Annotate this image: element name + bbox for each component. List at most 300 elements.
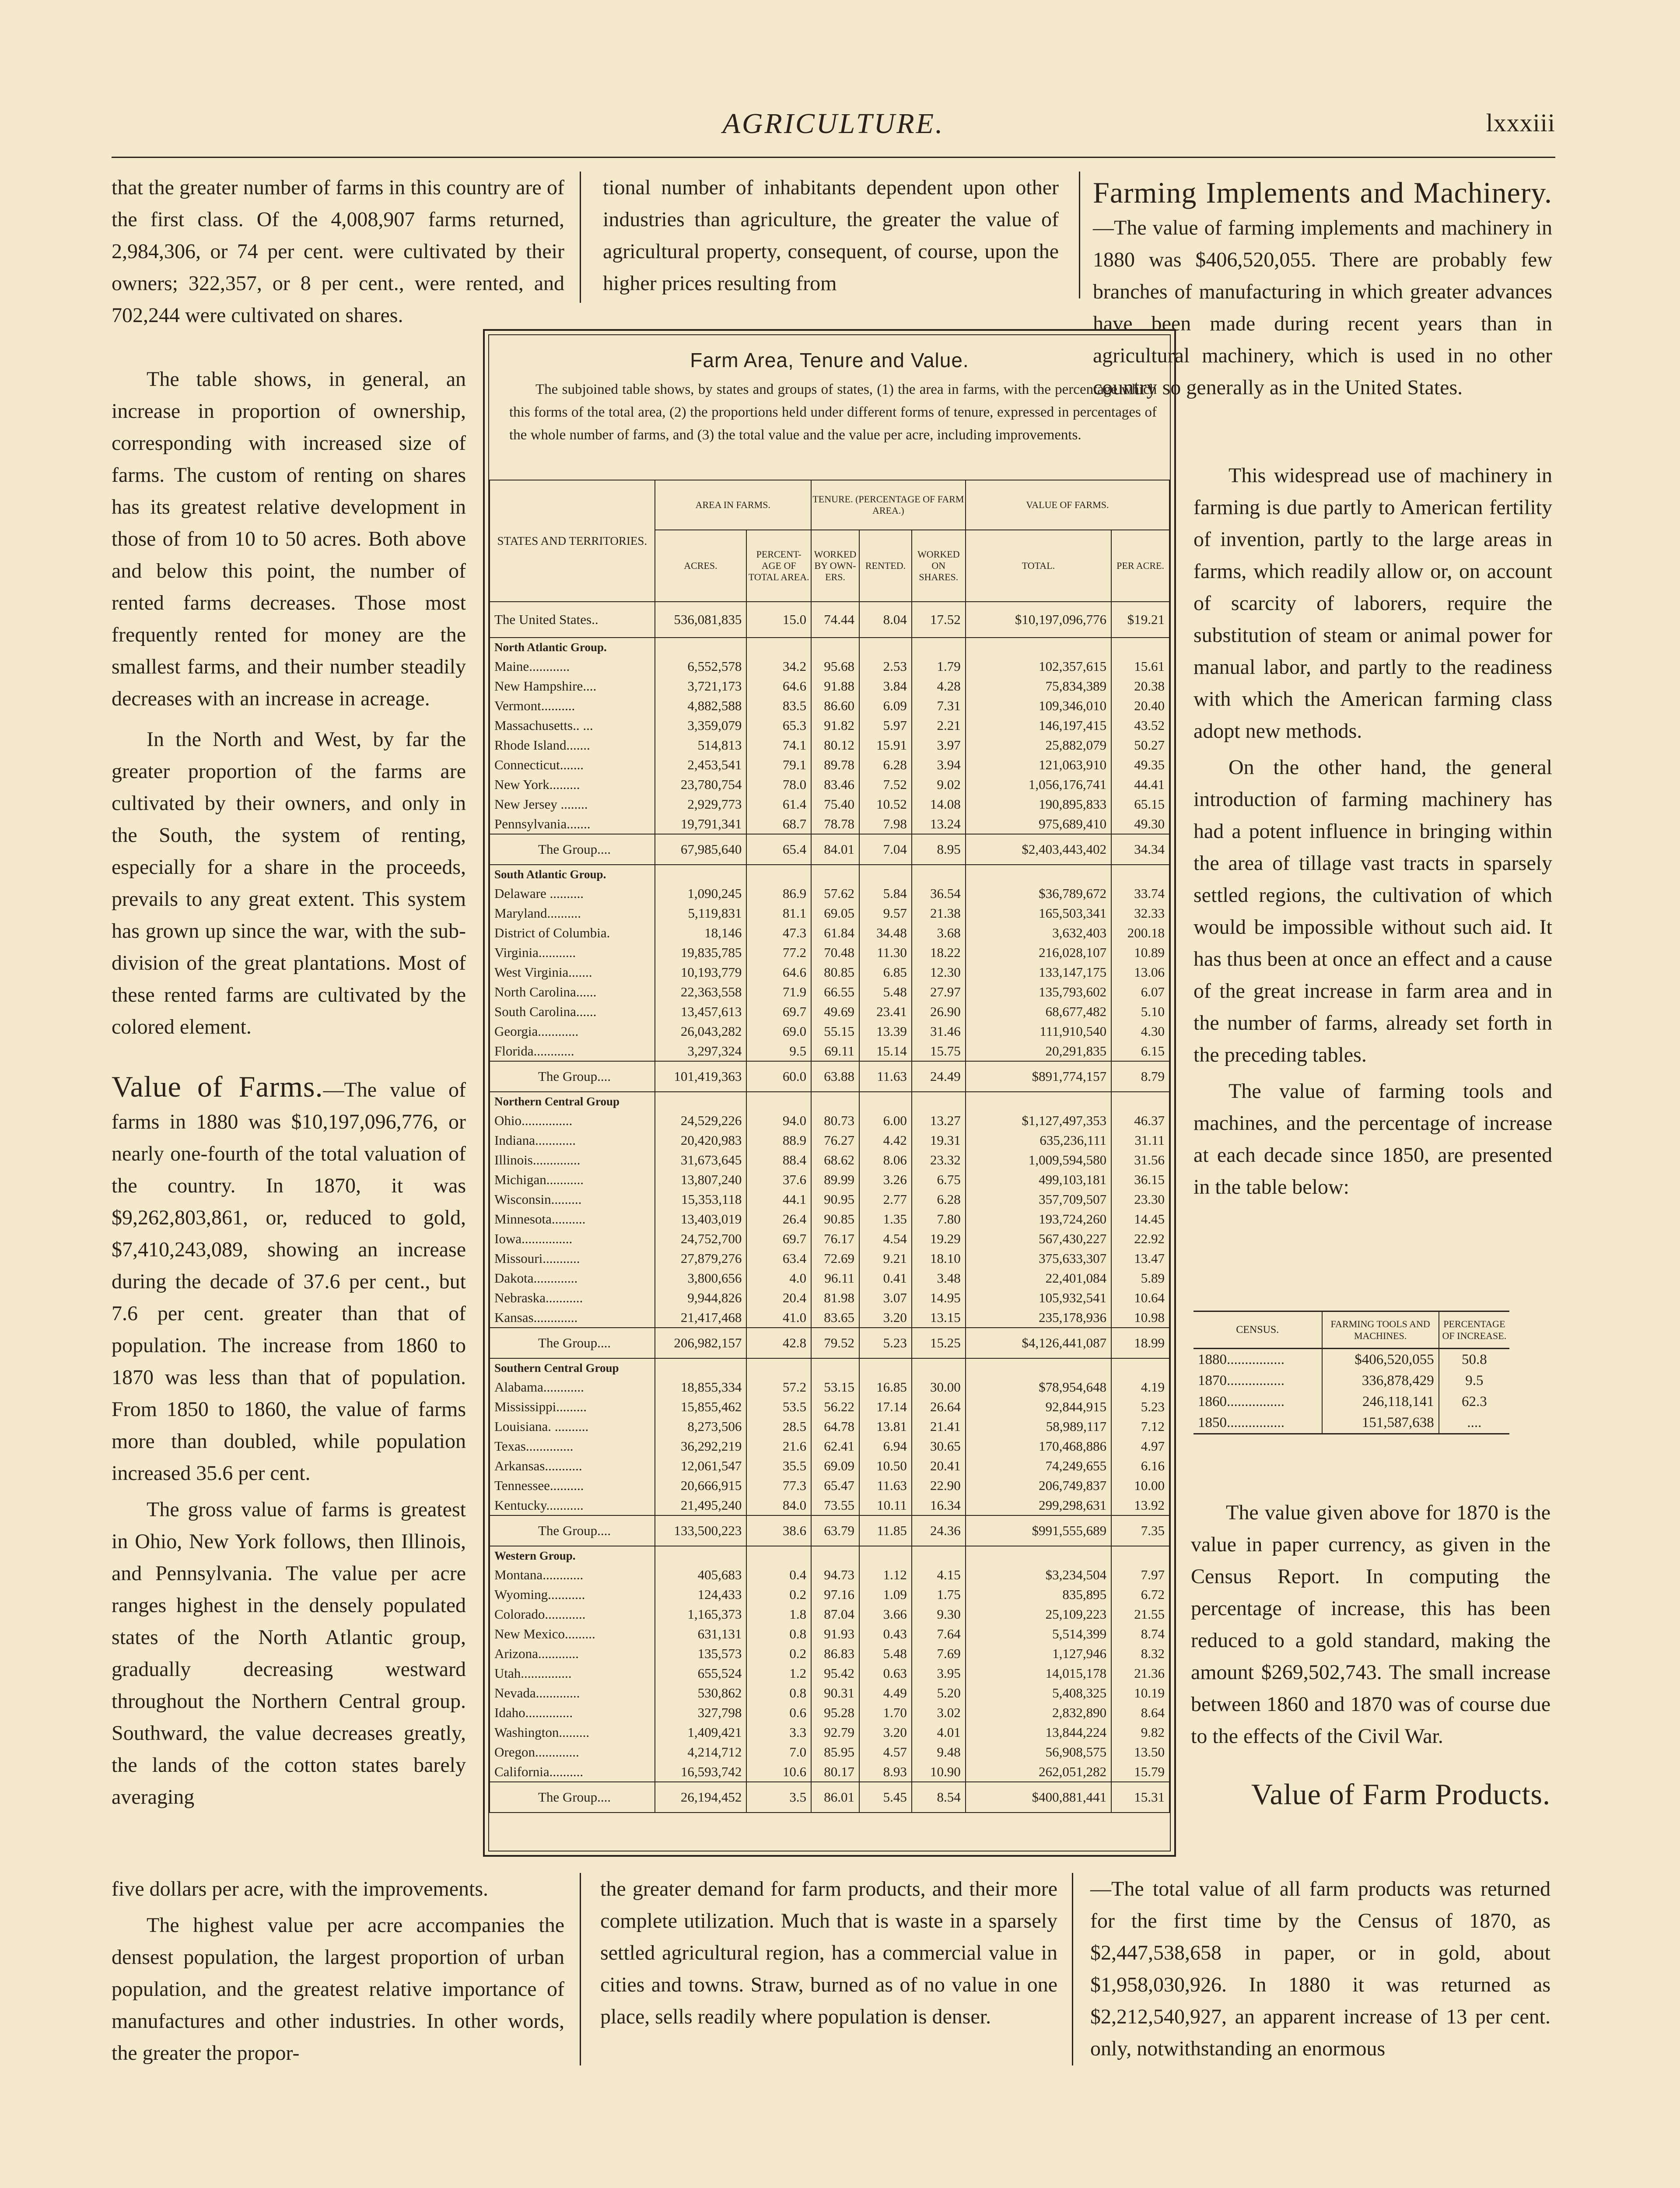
worked-by-owners-cell: 83.46 bbox=[811, 775, 859, 794]
empty-cell bbox=[811, 1546, 859, 1565]
percent-area-cell: 83.5 bbox=[746, 696, 811, 715]
value-per-acre-cell: 18.99 bbox=[1111, 1328, 1169, 1358]
acres-cell: 24,529,226 bbox=[655, 1111, 747, 1130]
acres-cell: 20,420,983 bbox=[655, 1130, 747, 1150]
worked-by-owners-cell: 79.52 bbox=[811, 1328, 859, 1358]
total-value-cell: 109,346,010 bbox=[966, 696, 1111, 715]
rented-cell: 6.28 bbox=[859, 755, 912, 775]
worked-on-shares-cell: 21.38 bbox=[912, 903, 966, 923]
rented-cell: 7.98 bbox=[859, 814, 912, 834]
percent-area-cell: 81.1 bbox=[746, 903, 811, 923]
value-per-acre-cell: 5.89 bbox=[1111, 1268, 1169, 1288]
state-name-cell: Idaho.............. bbox=[490, 1703, 655, 1722]
acres-cell: 3,297,324 bbox=[655, 1041, 747, 1061]
table-row bbox=[1194, 1370, 1509, 1391]
increase-cell: 50.8 bbox=[1439, 1349, 1509, 1371]
census-year-cell: 1860................ bbox=[1198, 1393, 1284, 1410]
state-name-cell: Pennsylvania....... bbox=[490, 814, 655, 834]
state-name-cell: Illinois.............. bbox=[490, 1150, 655, 1170]
rented-cell: 8.93 bbox=[859, 1762, 912, 1782]
table-row bbox=[490, 1130, 1169, 1150]
state-name-cell: Tennessee.......... bbox=[490, 1476, 655, 1495]
percent-area-cell: 15.0 bbox=[746, 602, 811, 638]
section-heading: Value of Farm Products. bbox=[1251, 1778, 1550, 1811]
state-name-cell: New Mexico......... bbox=[490, 1624, 655, 1644]
rented-cell: 3.66 bbox=[859, 1604, 912, 1624]
percent-area-cell: 0.6 bbox=[746, 1703, 811, 1722]
rented-cell: 10.11 bbox=[859, 1495, 912, 1515]
table-row bbox=[490, 1417, 1169, 1436]
table-row bbox=[490, 1604, 1169, 1624]
empty-cell bbox=[1111, 865, 1169, 884]
total-value-cell: 75,834,389 bbox=[966, 676, 1111, 696]
total-value-cell: 262,051,282 bbox=[966, 1762, 1111, 1782]
acres-cell: 13,403,019 bbox=[655, 1209, 747, 1229]
percent-area-cell: 0.2 bbox=[746, 1644, 811, 1663]
total-value-cell: 102,357,615 bbox=[966, 656, 1111, 676]
state-name-cell: Washington......... bbox=[490, 1722, 655, 1742]
farm-table-box bbox=[483, 329, 1176, 1857]
acres-cell: 405,683 bbox=[655, 1565, 747, 1585]
group-name: Western Group. bbox=[490, 1546, 655, 1565]
state-name-cell: South Carolina...... bbox=[490, 1002, 655, 1021]
worked-on-shares-cell: 3.68 bbox=[912, 923, 966, 943]
column-divider bbox=[580, 1873, 581, 2065]
value-per-acre-cell: 6.07 bbox=[1111, 982, 1169, 1002]
empty-cell bbox=[746, 1092, 811, 1111]
section-value-of-farms bbox=[112, 1071, 466, 1489]
worked-on-shares-cell: 6.75 bbox=[912, 1170, 966, 1189]
header-total: TOTAL. bbox=[966, 530, 1111, 602]
header-tenure-group: TENURE. (PERCENTAGE OF FARM AREA.) bbox=[811, 480, 966, 530]
state-name-cell: Ohio............... bbox=[490, 1111, 655, 1130]
worked-by-owners-cell: 69.09 bbox=[811, 1456, 859, 1476]
tools-value-cell: 336,878,429 bbox=[1322, 1370, 1439, 1391]
rented-cell: 11.63 bbox=[859, 1061, 912, 1092]
worked-by-owners-cell: 73.55 bbox=[811, 1495, 859, 1515]
rented-cell: 7.52 bbox=[859, 775, 912, 794]
table-row bbox=[490, 1002, 1169, 1021]
value-per-acre-cell: 15.61 bbox=[1111, 656, 1169, 676]
value-per-acre-cell: $19.21 bbox=[1111, 602, 1169, 638]
rented-cell: 5.48 bbox=[859, 982, 912, 1002]
worked-on-shares-cell: 9.48 bbox=[912, 1742, 966, 1762]
column-right-bottom bbox=[1090, 1873, 1550, 2065]
worked-on-shares-cell: 13.15 bbox=[912, 1308, 966, 1328]
header-tools: FARMING TOOLS AND MACHINES. bbox=[1322, 1311, 1439, 1349]
value-per-acre-cell: 44.41 bbox=[1111, 775, 1169, 794]
total-value-cell: $2,403,443,402 bbox=[966, 834, 1111, 865]
value-per-acre-cell: 4.97 bbox=[1111, 1436, 1169, 1456]
total-value-cell: 235,178,936 bbox=[966, 1308, 1111, 1328]
worked-by-owners-cell: 63.79 bbox=[811, 1515, 859, 1546]
worked-by-owners-cell: 61.84 bbox=[811, 923, 859, 943]
value-per-acre-cell: 22.92 bbox=[1111, 1229, 1169, 1248]
increase-cell: 62.3 bbox=[1439, 1391, 1509, 1412]
percent-area-cell: 69.7 bbox=[746, 1229, 811, 1248]
worked-by-owners-cell: 66.55 bbox=[811, 982, 859, 1002]
total-value-cell: 206,749,837 bbox=[966, 1476, 1111, 1495]
rented-cell: 17.14 bbox=[859, 1397, 912, 1417]
empty-cell bbox=[655, 1546, 747, 1565]
worked-by-owners-cell: 80.17 bbox=[811, 1762, 859, 1782]
table-row bbox=[490, 1397, 1169, 1417]
table-row bbox=[490, 903, 1169, 923]
worked-by-owners-cell: 90.85 bbox=[811, 1209, 859, 1229]
rented-cell: 4.54 bbox=[859, 1229, 912, 1248]
acres-cell: 124,433 bbox=[655, 1585, 747, 1604]
rented-cell: 4.49 bbox=[859, 1683, 912, 1703]
rented-cell: 3.84 bbox=[859, 676, 912, 696]
worked-on-shares-cell: 17.52 bbox=[912, 602, 966, 638]
acres-cell: 10,193,779 bbox=[655, 962, 747, 982]
total-value-cell: 165,503,341 bbox=[966, 903, 1111, 923]
farm-table-body bbox=[490, 602, 1169, 1813]
value-per-acre-cell: 6.15 bbox=[1111, 1041, 1169, 1061]
worked-by-owners-cell: 86.83 bbox=[811, 1644, 859, 1663]
worked-by-owners-cell: 62.41 bbox=[811, 1436, 859, 1456]
total-value-cell: $400,881,441 bbox=[966, 1782, 1111, 1813]
table-row bbox=[490, 696, 1169, 715]
worked-on-shares-cell: 7.80 bbox=[912, 1209, 966, 1229]
rented-cell: 5.23 bbox=[859, 1328, 912, 1358]
worked-by-owners-cell: 89.78 bbox=[811, 755, 859, 775]
value-per-acre-cell: 10.00 bbox=[1111, 1476, 1169, 1495]
state-name-cell: Maine............ bbox=[490, 656, 655, 676]
acres-cell: 23,780,754 bbox=[655, 775, 747, 794]
value-per-acre-cell: 10.89 bbox=[1111, 943, 1169, 962]
percent-area-cell: 41.0 bbox=[746, 1308, 811, 1328]
value-per-acre-cell: 6.16 bbox=[1111, 1456, 1169, 1476]
paragraph: the greater demand for farm products, and their more complete utilization. Much that is waste in a sparsely settled agricultural region, has a commercial value in cities and towns. Straw, burned as of no value in one place, sells readily where population is denser. bbox=[600, 1877, 1057, 2028]
header-value-group: VALUE OF FARMS. bbox=[966, 480, 1169, 530]
empty-cell bbox=[811, 1092, 859, 1111]
section-heading: Value of Farms. bbox=[112, 1070, 323, 1103]
table-row bbox=[490, 1377, 1169, 1397]
group-heading-row bbox=[490, 638, 1169, 656]
worked-on-shares-cell: 3.94 bbox=[912, 755, 966, 775]
empty-cell bbox=[655, 865, 747, 884]
table-row bbox=[490, 1150, 1169, 1170]
increase-cell: 9.5 bbox=[1439, 1370, 1509, 1391]
rented-cell: 8.06 bbox=[859, 1150, 912, 1170]
rented-cell: 1.09 bbox=[859, 1585, 912, 1604]
percent-area-cell: 4.0 bbox=[746, 1268, 811, 1288]
value-per-acre-cell: 7.35 bbox=[1111, 1515, 1169, 1546]
rented-cell: 0.41 bbox=[859, 1268, 912, 1288]
table-row bbox=[490, 1476, 1169, 1495]
percent-area-cell: 28.5 bbox=[746, 1417, 811, 1436]
state-name-cell: North Carolina...... bbox=[490, 982, 655, 1002]
value-per-acre-cell: 4.19 bbox=[1111, 1377, 1169, 1397]
value-per-acre-cell: 13.06 bbox=[1111, 962, 1169, 982]
total-value-cell: 2,832,890 bbox=[966, 1703, 1111, 1722]
empty-cell bbox=[746, 865, 811, 884]
acres-cell: 2,453,541 bbox=[655, 755, 747, 775]
table-row bbox=[490, 1762, 1169, 1782]
census-year-cell: 1880................ bbox=[1198, 1351, 1284, 1368]
rented-cell: 2.77 bbox=[859, 1189, 912, 1209]
rented-cell: 6.00 bbox=[859, 1111, 912, 1130]
column-left-narrow bbox=[112, 363, 466, 1813]
table-row bbox=[490, 1268, 1169, 1288]
worked-by-owners-cell: 97.16 bbox=[811, 1585, 859, 1604]
percent-area-cell: 34.2 bbox=[746, 656, 811, 676]
paragraph: —The total value of all farm products was returned for the first time by the Census of 1870, as $2,447,538,658 in paper, or in gold, about $1,958,030,926. In 1880 it was returned as $2,212,540,927, an apparent increase of 13 per cent. only, notwithstanding an enormous bbox=[1090, 1877, 1550, 2060]
value-per-acre-cell: 6.72 bbox=[1111, 1585, 1169, 1604]
table-row bbox=[490, 1189, 1169, 1209]
table-row bbox=[490, 1170, 1169, 1189]
acres-cell: 631,131 bbox=[655, 1624, 747, 1644]
header-census: CENSUS. bbox=[1194, 1311, 1322, 1349]
state-name-cell: Arkansas........... bbox=[490, 1456, 655, 1476]
total-value-cell: 135,793,602 bbox=[966, 982, 1111, 1002]
table-row bbox=[490, 1722, 1169, 1742]
acres-cell: 19,791,341 bbox=[655, 814, 747, 834]
paragraph: The table shows, in general, an increase in proportion of ownership, corresponding with increased size of farms. The custom of renting on shares has its greatest relative development in those of from 10 to 50 acres. Both above and below this point, the number of rented farms decreases. Those most frequently rented for money are the smallest farms, and their number steadily decreases with an increase in acreage. bbox=[112, 368, 466, 710]
value-per-acre-cell: 50.27 bbox=[1111, 735, 1169, 755]
total-value-cell: 111,910,540 bbox=[966, 1021, 1111, 1041]
table-row bbox=[490, 794, 1169, 814]
worked-on-shares-cell: 13.24 bbox=[912, 814, 966, 834]
state-name-cell: District of Columbia. bbox=[490, 923, 655, 943]
value-per-acre-cell: 13.50 bbox=[1111, 1742, 1169, 1762]
table-row bbox=[490, 1209, 1169, 1229]
percent-area-cell: 60.0 bbox=[746, 1061, 811, 1092]
table-row bbox=[490, 1495, 1169, 1515]
worked-on-shares-cell: 36.54 bbox=[912, 884, 966, 903]
worked-on-shares-cell: 6.28 bbox=[912, 1189, 966, 1209]
percent-area-cell: 69.7 bbox=[746, 1002, 811, 1021]
state-name-cell: The Group.... bbox=[490, 1515, 655, 1546]
worked-by-owners-cell: 89.99 bbox=[811, 1170, 859, 1189]
group-name: North Atlantic Group. bbox=[490, 638, 655, 656]
table-row bbox=[490, 982, 1169, 1002]
group-total-row bbox=[490, 834, 1169, 865]
value-per-acre-cell: 34.34 bbox=[1111, 834, 1169, 865]
rented-cell: 1.70 bbox=[859, 1703, 912, 1722]
paragraph: The highest value per acre accompanies the densest population, the largest proportion of urban population, and the greatest relative importance of manufactures and other industries. In other words, the greater the propor- bbox=[112, 1914, 564, 2065]
value-per-acre-cell: 9.82 bbox=[1111, 1722, 1169, 1742]
percent-area-cell: 78.0 bbox=[746, 775, 811, 794]
paragraph: In the North and West, by far the greater proportion of the farms are cultivated by their owners, and only in the South, the system of renting, especially for a share in the proceeds, prevails to any great extent. This system has grown up since the war, with the sub-division of the great plantations. Most of these rented farms are cultivated by the colored element. bbox=[112, 728, 466, 1038]
empty-cell bbox=[912, 1546, 966, 1565]
state-name-cell: Minnesota.......... bbox=[490, 1209, 655, 1229]
value-per-acre-cell: 10.19 bbox=[1111, 1683, 1169, 1703]
worked-on-shares-cell: 30.65 bbox=[912, 1436, 966, 1456]
worked-on-shares-cell: 26.64 bbox=[912, 1397, 966, 1417]
state-name-cell: The Group.... bbox=[490, 1061, 655, 1092]
acres-cell: 9,944,826 bbox=[655, 1288, 747, 1308]
value-per-acre-cell: 21.36 bbox=[1111, 1663, 1169, 1683]
header-shares: WORKED ON SHARES. bbox=[912, 530, 966, 602]
section-heading-products bbox=[1191, 1778, 1550, 1813]
worked-on-shares-cell: 7.64 bbox=[912, 1624, 966, 1644]
total-value-cell: 3,632,403 bbox=[966, 923, 1111, 943]
paragraph: This widespread use of machinery in farming is due partly to American fertility of invention, partly to the large areas in farms, which readily allow or, on account of scarcity of laborers, require the substitution of steam or animal power for manual labor, and partly to the readiness with which the American farming class adopt new methods. bbox=[1194, 464, 1552, 743]
table-row bbox=[490, 1436, 1169, 1456]
rented-cell: 3.20 bbox=[859, 1722, 912, 1742]
acres-cell: 1,409,421 bbox=[655, 1722, 747, 1742]
rented-cell: 15.14 bbox=[859, 1041, 912, 1061]
total-value-cell: $10,197,096,776 bbox=[966, 602, 1111, 638]
value-per-acre-cell: 21.55 bbox=[1111, 1604, 1169, 1624]
total-value-cell: 5,408,325 bbox=[966, 1683, 1111, 1703]
group-total-row bbox=[490, 1782, 1169, 1813]
empty-cell bbox=[966, 865, 1111, 884]
paragraph: The value given above for 1870 is the value in paper currency, as given in the Census Report. In computing the percentage of increase, this has been reduced to a gold standard, making the amount $269,502,743. The small increase between 1860 and 1870 was of course due to the effects of the Civil War. bbox=[1191, 1501, 1550, 1748]
acres-cell: 1,090,245 bbox=[655, 884, 747, 903]
table-row bbox=[490, 1703, 1169, 1722]
percent-area-cell: 26.4 bbox=[746, 1209, 811, 1229]
column-left-lower bbox=[112, 1873, 564, 2069]
table-row bbox=[1194, 1349, 1509, 1371]
worked-on-shares-cell: 30.00 bbox=[912, 1377, 966, 1397]
empty-cell bbox=[746, 638, 811, 656]
acres-cell: 15,353,118 bbox=[655, 1189, 747, 1209]
total-value-cell: 133,147,175 bbox=[966, 962, 1111, 982]
table-row bbox=[1194, 1391, 1509, 1412]
worked-on-shares-cell: 20.41 bbox=[912, 1456, 966, 1476]
percent-area-cell: 71.9 bbox=[746, 982, 811, 1002]
value-per-acre-cell: 65.15 bbox=[1111, 794, 1169, 814]
worked-on-shares-cell: 27.97 bbox=[912, 982, 966, 1002]
header-percentage: PERCENT-AGE OF TOTAL AREA. bbox=[746, 530, 811, 602]
acres-cell: 4,882,588 bbox=[655, 696, 747, 715]
worked-by-owners-cell: 80.73 bbox=[811, 1111, 859, 1130]
acres-cell: 13,457,613 bbox=[655, 1002, 747, 1021]
percent-area-cell: 0.4 bbox=[746, 1565, 811, 1585]
worked-by-owners-cell: 76.17 bbox=[811, 1229, 859, 1248]
acres-cell: 13,807,240 bbox=[655, 1170, 747, 1189]
worked-by-owners-cell: 86.01 bbox=[811, 1782, 859, 1813]
percent-area-cell: 69.0 bbox=[746, 1021, 811, 1041]
worked-by-owners-cell: 70.48 bbox=[811, 943, 859, 962]
total-value-cell: 635,236,111 bbox=[966, 1130, 1111, 1150]
worked-by-owners-cell: 76.27 bbox=[811, 1130, 859, 1150]
rented-cell: 16.85 bbox=[859, 1377, 912, 1397]
worked-on-shares-cell: 15.25 bbox=[912, 1328, 966, 1358]
header-area-group: AREA IN FARMS. bbox=[655, 480, 812, 530]
group-name: Northern Central Group bbox=[490, 1092, 655, 1111]
value-per-acre-cell: 36.15 bbox=[1111, 1170, 1169, 1189]
percent-area-cell: 64.6 bbox=[746, 676, 811, 696]
worked-by-owners-cell: 80.12 bbox=[811, 735, 859, 755]
acres-cell: 536,081,835 bbox=[655, 602, 747, 638]
worked-by-owners-cell: 81.98 bbox=[811, 1288, 859, 1308]
worked-on-shares-cell: 18.10 bbox=[912, 1248, 966, 1268]
us-total-row bbox=[490, 602, 1169, 638]
empty-cell bbox=[1111, 1546, 1169, 1565]
rented-cell: 11.30 bbox=[859, 943, 912, 962]
total-value-cell: 190,895,833 bbox=[966, 794, 1111, 814]
total-value-cell: $3,234,504 bbox=[966, 1565, 1111, 1585]
tools-table bbox=[1194, 1311, 1509, 1434]
state-name-cell: Georgia............ bbox=[490, 1021, 655, 1041]
state-name-cell: Maryland.......... bbox=[490, 903, 655, 923]
acres-cell: 20,666,915 bbox=[655, 1476, 747, 1495]
state-name-cell: Kansas............. bbox=[490, 1308, 655, 1328]
total-value-cell: $78,954,648 bbox=[966, 1377, 1111, 1397]
percent-area-cell: 61.4 bbox=[746, 794, 811, 814]
value-per-acre-cell: 8.79 bbox=[1111, 1061, 1169, 1092]
acres-cell: 6,552,578 bbox=[655, 656, 747, 676]
acres-cell: 18,146 bbox=[655, 923, 747, 943]
worked-on-shares-cell: 16.34 bbox=[912, 1495, 966, 1515]
header-states: STATES AND TERRITORIES. bbox=[490, 480, 655, 602]
state-name-cell: Massachusetts.. ... bbox=[490, 715, 655, 735]
table-row bbox=[490, 943, 1169, 962]
percent-area-cell: 1.2 bbox=[746, 1663, 811, 1683]
state-name-cell: West Virginia....... bbox=[490, 962, 655, 982]
total-value-cell: 1,056,176,741 bbox=[966, 775, 1111, 794]
table-row bbox=[490, 923, 1169, 943]
empty-cell bbox=[859, 1546, 912, 1565]
rented-cell: 6.94 bbox=[859, 1436, 912, 1456]
state-name-cell: Oregon............. bbox=[490, 1742, 655, 1762]
empty-cell bbox=[966, 1546, 1111, 1565]
state-name-cell: California.......... bbox=[490, 1762, 655, 1782]
acres-cell: 133,500,223 bbox=[655, 1515, 747, 1546]
percent-area-cell: 63.4 bbox=[746, 1248, 811, 1268]
acres-cell: 12,061,547 bbox=[655, 1456, 747, 1476]
increase-cell: .... bbox=[1439, 1412, 1509, 1434]
acres-cell: 1,165,373 bbox=[655, 1604, 747, 1624]
worked-by-owners-cell: 65.47 bbox=[811, 1476, 859, 1495]
state-name-cell: Alabama............ bbox=[490, 1377, 655, 1397]
acres-cell: 26,043,282 bbox=[655, 1021, 747, 1041]
total-value-cell: 193,724,260 bbox=[966, 1209, 1111, 1229]
acres-cell: 3,721,173 bbox=[655, 676, 747, 696]
worked-by-owners-cell: 78.78 bbox=[811, 814, 859, 834]
total-value-cell: 22,401,084 bbox=[966, 1268, 1111, 1288]
empty-cell bbox=[811, 638, 859, 656]
column-right-narrow bbox=[1194, 459, 1552, 1203]
percent-area-cell: 88.9 bbox=[746, 1130, 811, 1150]
empty-cell bbox=[655, 1358, 747, 1377]
percent-area-cell: 42.8 bbox=[746, 1328, 811, 1358]
acres-cell: 206,982,157 bbox=[655, 1328, 747, 1358]
total-value-cell: 121,063,910 bbox=[966, 755, 1111, 775]
percent-area-cell: 84.0 bbox=[746, 1495, 811, 1515]
acres-cell: 22,363,558 bbox=[655, 982, 747, 1002]
table-row bbox=[490, 884, 1169, 903]
state-name-cell: Montana............ bbox=[490, 1565, 655, 1585]
acres-cell: 4,214,712 bbox=[655, 1742, 747, 1762]
empty-cell bbox=[859, 1092, 912, 1111]
empty-cell bbox=[859, 638, 912, 656]
tools-value-cell: 246,118,141 bbox=[1322, 1391, 1439, 1412]
worked-on-shares-cell: 14.08 bbox=[912, 794, 966, 814]
group-name: Southern Central Group bbox=[490, 1358, 655, 1377]
total-value-cell: $36,789,672 bbox=[966, 884, 1111, 903]
acres-cell: 8,273,506 bbox=[655, 1417, 747, 1436]
value-per-acre-cell: 8.32 bbox=[1111, 1644, 1169, 1663]
worked-on-shares-cell: 7.31 bbox=[912, 696, 966, 715]
paragraph: that the greater number of farms in this country are of the first class. Of the 4,008,907 farms returned, 2,984,306, or 74 per cent. were cultivated by their owners; 322,357, or 8 per cent., were rented, and 702,244 were cultivated on shares. bbox=[112, 176, 564, 327]
worked-on-shares-cell: 8.54 bbox=[912, 1782, 966, 1813]
rented-cell: 11.63 bbox=[859, 1476, 912, 1495]
acres-cell: 16,593,742 bbox=[655, 1762, 747, 1782]
rented-cell: 7.04 bbox=[859, 834, 912, 865]
state-name-cell: Nevada............. bbox=[490, 1683, 655, 1703]
rented-cell: 9.21 bbox=[859, 1248, 912, 1268]
percent-area-cell: 35.5 bbox=[746, 1456, 811, 1476]
value-per-acre-cell: 7.12 bbox=[1111, 1417, 1169, 1436]
total-value-cell: 975,689,410 bbox=[966, 814, 1111, 834]
percent-area-cell: 47.3 bbox=[746, 923, 811, 943]
acres-cell: 530,862 bbox=[655, 1683, 747, 1703]
